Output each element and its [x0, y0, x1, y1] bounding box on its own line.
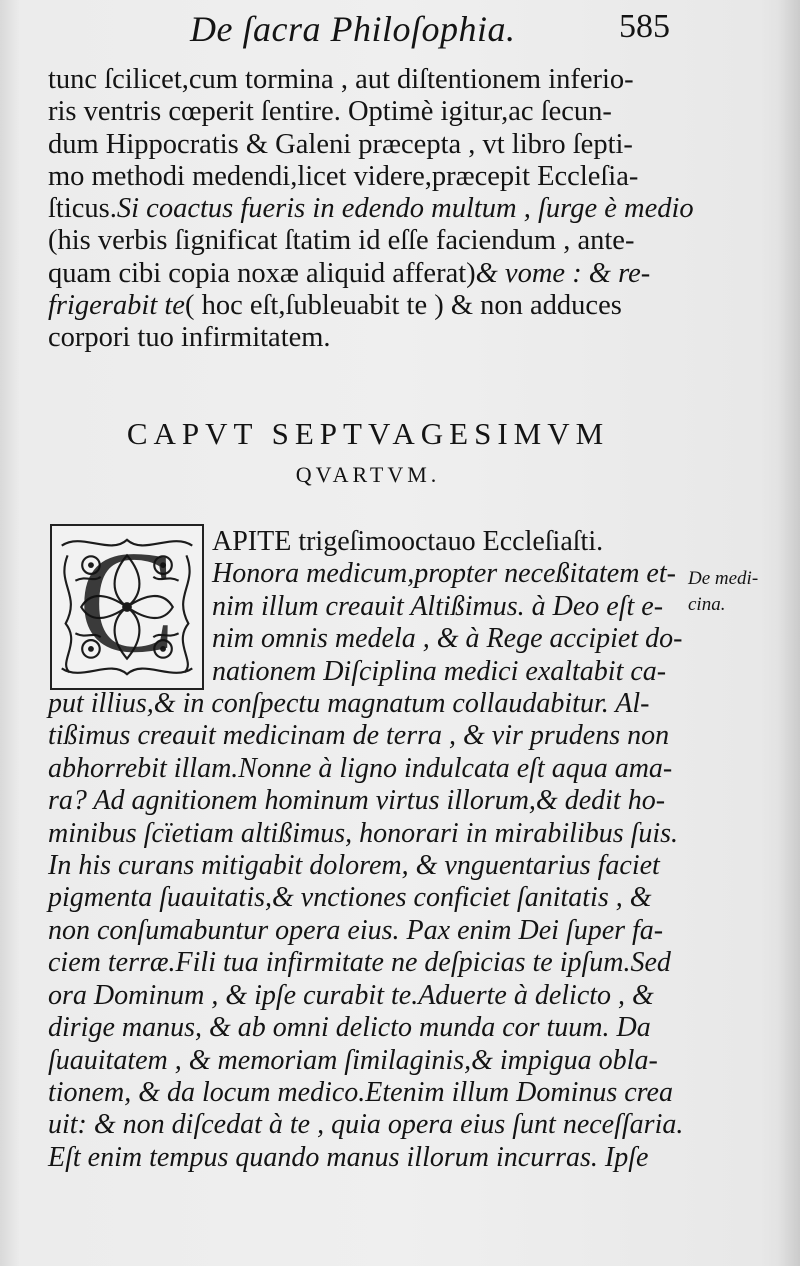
italic-text: tionem, & da locum medico.Etenim illum Dominus crea — [48, 1076, 673, 1108]
italic-text: minibus ſcïetiam altißimus, honorari in mirabilibus ſuis. — [48, 817, 679, 849]
roman-text: dum Hippocratis & Galeni præcepta , vt libro ſepti- — [48, 128, 633, 160]
italic-text: put illius,& in conſpectu magnatum collaudabitur. Al- — [48, 688, 650, 720]
italic-text: ſuauitatem , & memoriam ſimilaginis,& impigua obla- — [48, 1044, 658, 1076]
text-line — [48, 980, 688, 1012]
text-line — [48, 785, 688, 817]
text-line — [48, 882, 688, 914]
italic-text: nim illum creauit Altißimus. à Deo eſt e- — [212, 590, 664, 622]
italic-text: frigerabit te — [48, 290, 185, 322]
italic-text: nim omnis medela , & à Rege accipiet do- — [212, 623, 683, 655]
text-line — [48, 193, 694, 225]
text-line — [48, 322, 688, 354]
text-line — [48, 753, 688, 785]
roman-text: (his verbis ſignificat ſtatim id eſſe faciendum , ante- — [48, 225, 635, 257]
initial-letter: C — [78, 526, 176, 683]
text-line — [48, 526, 688, 558]
body-text — [48, 64, 694, 355]
margin-note — [688, 566, 788, 618]
italic-text: abhorrebit illam.Nonne à ligno indulcata eſt aqua ama- — [48, 752, 673, 784]
text-line — [48, 64, 688, 96]
italic-text: tißimus creauit medicinam de terra , & vir prudens non — [48, 720, 670, 752]
roman-text: corpori tuo infirmitatem. — [48, 322, 331, 354]
text-line — [48, 558, 688, 590]
italic-text: dirige manus, & ab omni delicto munda cor tuum. Da — [48, 1012, 651, 1044]
text-line — [48, 688, 688, 720]
italic-text: Honora medicum,propter neceßitatem et- — [212, 558, 676, 590]
text-line — [48, 1077, 688, 1109]
text-line — [48, 656, 688, 688]
chapter-heading: CAPVT SEPTVAGESIMVM — [126, 416, 610, 451]
text-line — [48, 1012, 688, 1044]
running-header — [48, 8, 678, 52]
roman-text: tunc ſcilicet,cum tormina , aut diſtentionem inferio- — [48, 64, 634, 95]
text-line — [48, 915, 688, 947]
text-line — [48, 623, 688, 655]
roman-text: ris ventris cœperit ſentire. Optimè igitur,ac ſecun- — [48, 96, 612, 128]
roman-text: quam cibi copia noxæ aliquid afferat) — [48, 257, 476, 289]
roman-text: mo methodi medendi,licet videre,præcepit Eccleſia- — [48, 160, 639, 192]
margin-note-line: cina. — [688, 594, 726, 615]
italic-text: nationem Diſciplina medici exaltabit ca- — [212, 655, 667, 687]
text-line — [48, 225, 688, 257]
text-line — [48, 947, 688, 979]
text-line — [48, 161, 688, 193]
text-line — [48, 720, 688, 752]
italic-text: uit: & non diſcedat à te , quia opera eius ſunt neceſſaria. — [48, 1109, 684, 1141]
text-line — [48, 129, 688, 161]
running-title: De ſacra Philoſophia. — [190, 9, 516, 49]
text-line — [48, 1109, 688, 1141]
italic-text: non conſumabuntur opera eius. Pax enim Dei ſuper fa- — [48, 914, 664, 946]
margin-note-line: De medi- — [688, 568, 759, 589]
text-line — [48, 258, 688, 290]
text-line — [48, 290, 688, 322]
text-line — [48, 591, 688, 623]
italic-text: Eſt enim tempus quando manus illorum incurras. Ipſe — [48, 1141, 649, 1173]
text-line — [48, 850, 688, 882]
italic-text: ora Dominum , & ipſe curabit te.Aduerte à delicto , & — [48, 979, 654, 1011]
text-line — [48, 1142, 688, 1174]
roman-text: ſticus. — [48, 193, 117, 225]
text-line — [48, 96, 688, 128]
text-line — [48, 1045, 688, 1077]
chapter-subheading: QVARTVM. — [295, 462, 441, 487]
italic-text: & vome : & re- — [475, 257, 651, 289]
italic-text: ciem terræ.Fili tua infirmitate ne deſpicias te ipſum.Sed — [48, 947, 671, 979]
roman-text: APITE trigeſimooctauo Eccleſiaſti. — [212, 526, 604, 557]
italic-text: In his curans mitigabit dolorem, & vnguentarius faciet — [48, 850, 660, 882]
italic-text: ra? Ad agnitionem hominum virtus illorum,& dedit ho- — [48, 785, 666, 817]
text-line — [48, 818, 688, 850]
italic-text: pigmenta ſuauitatis,& vnctiones conficiet ſanitatis , & — [48, 882, 652, 914]
roman-text: ( hoc eſt,ſubleuabit te ) & non adduces — [184, 290, 622, 322]
chapter-text — [48, 526, 688, 1174]
italic-text: Si coactus fueris in edendo multum , ſurge è medio — [116, 193, 694, 225]
page-number: 585 — [619, 8, 670, 45]
